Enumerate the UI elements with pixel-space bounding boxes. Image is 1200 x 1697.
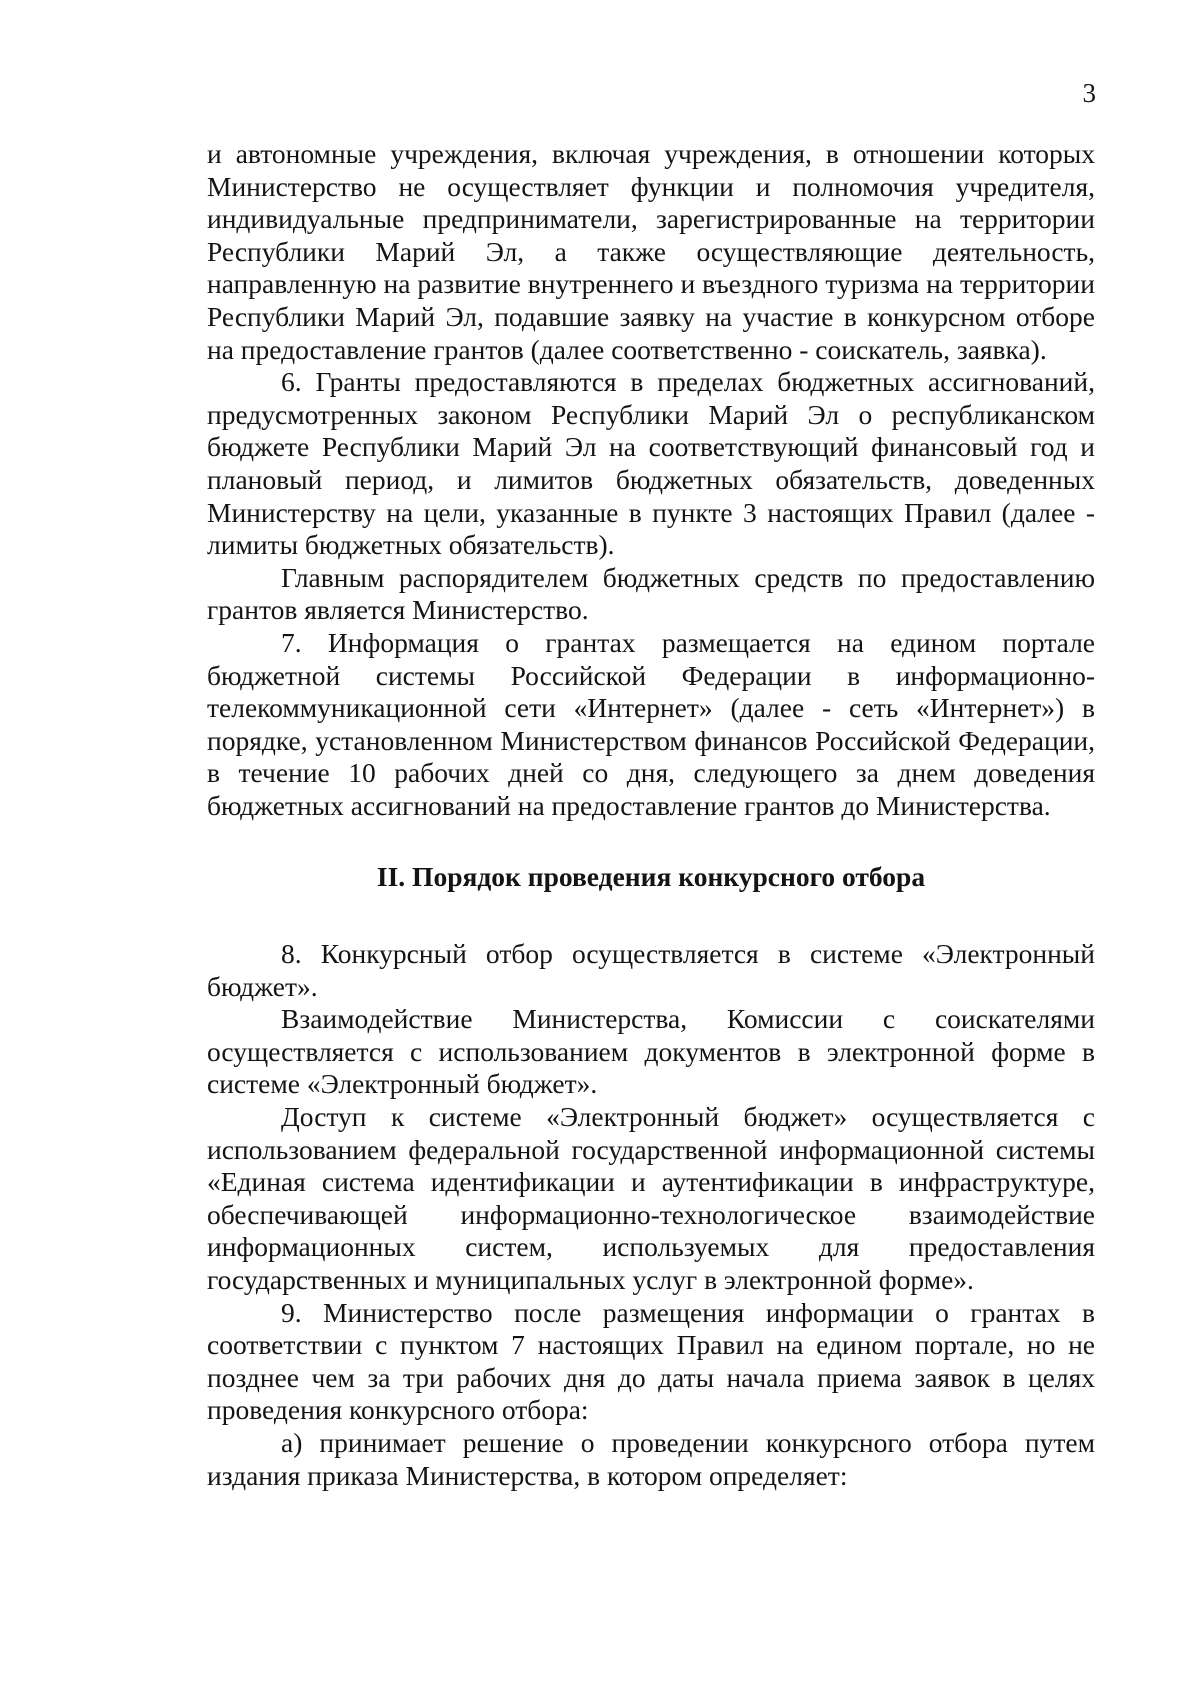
paragraph-item-8: 8. Конкурсный отбор осуществляется в системе «Электронный бюджет».	[207, 938, 1095, 1002]
paragraph-subitem-a: а) принимает решение о проведении конкурсного отбора путем издания приказа Министерства, в котором определяет:	[207, 1426, 1095, 1491]
section-heading: II. Порядок проведения конкурсного отбора	[376, 861, 926, 893]
paragraph-item-7: 7. Информация о грантах размещается на едином портале бюджетной системы Российской Федерации в информационно-телекоммуникационной сети «Интернет» (далее - сеть «Интернет») в порядке, установленном Министерством финансов Российской Федерации, в течение 10 рабочих дней со дня, следующего за днем доведения бюджетных ассигнований на предоставление грантов до Министерства.	[207, 626, 1095, 821]
paragraph-interaction: Взаимодействие Министерства, Комиссии с соискателями осуществляется с использованием документов в электронной форме в системе «Электронный бюджет».	[207, 1003, 1095, 1100]
paragraph-item-6: 6. Гранты предоставляются в пределах бюджетных ассигнований, предусмотренных законом Республики Марий Эл о республиканском бюджете Республики Марий Эл на соответствующий финансовый год и плановый период, и лимитов бюджетных обязательств, доведенных Министерству на цели, указанные в пункте 3 настоящих Правил (далее - лимиты бюджетных обязательств).	[207, 366, 1095, 561]
paragraph-continuation: и автономные учреждения, включая учреждения, в отношении которых Министерство не осуществляет функции и полномочия учредителя, индивидуальные предприниматели, зарегистрированные на территории Республики Марий Эл, а также осуществляющие деятельность, направленную на развитие внутреннего и въездного туризма на территории Республики Марий Эл, подавшие заявку на участие в конкурсном отборе на предоставление грантов (далее соответственно - соискатель, заявка).	[207, 138, 1095, 365]
paragraph-main-administrator: Главным распорядителем бюджетных средств по предоставлению грантов является Министерство.	[207, 561, 1095, 626]
document-body	[207, 138, 1095, 1492]
page-number: 3	[1082, 78, 1096, 108]
paragraph-item-9: 9. Министерство после размещения информации о грантах в соответствии с пунктом 7 настоящих Правил на едином портале, но не позднее чем за три рабочих дня до даты начала приема заявок в целях проведения конкурсного отбора:	[207, 1296, 1095, 1426]
paragraph-access: Доступ к системе «Электронный бюджет» осуществляется с использованием федеральной государственной информационной системы «Единая система идентификации и аутентификации в инфраструктуре, обеспечивающей информационно-технологическое взаимодействие информационных систем, используемых для предоставления государственных и муниципальных услуг в электронной форме».	[207, 1101, 1095, 1295]
